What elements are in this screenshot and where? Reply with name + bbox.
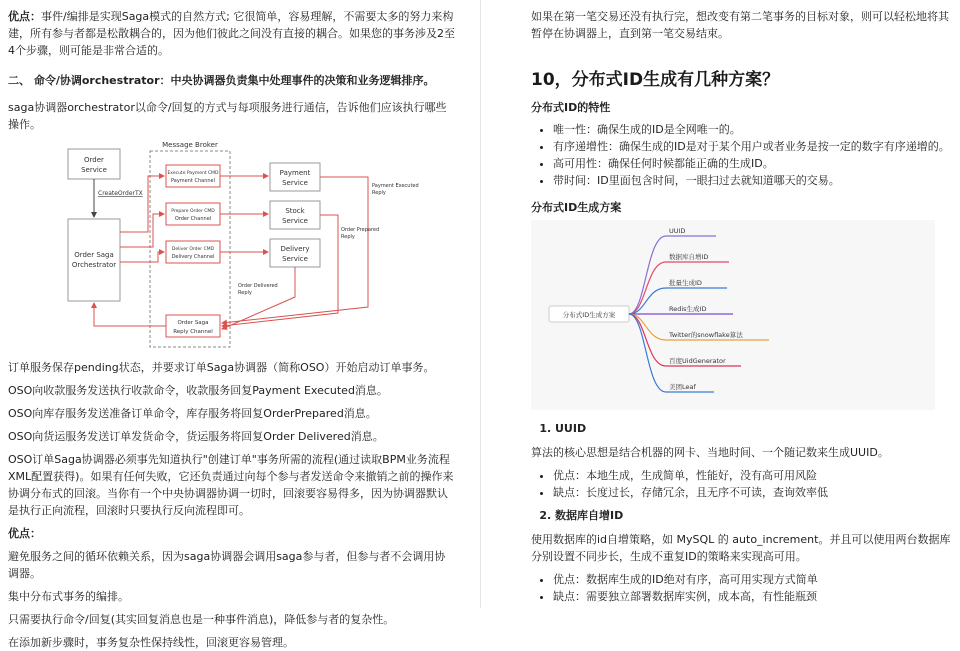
db-pros: • 优点：数据库生成的ID绝对有序，高可用实现方式简单 [553, 571, 952, 588]
mindmap-branch: Twitter的snowflake算法 [669, 331, 743, 339]
traits-list [531, 121, 952, 189]
payment-service-label-2: Service [282, 179, 308, 187]
orchestrator-intro: saga协调器orchestrator以命令/回复的方式与每项服务进行通信，告诉他们应该执行哪些操作。 [8, 101, 447, 131]
id-schemes-mindmap [531, 220, 935, 410]
order-service-label-2: Service [81, 166, 107, 174]
mindmap-branch: UUID [669, 227, 686, 235]
mindmap-branch: Redis生成ID [669, 305, 707, 313]
section-title: 10，分布式ID生成有几种方案？ [531, 70, 780, 90]
pro-1: 避免服务之间的循环依赖关系，因为saga协调器会调用saga参与者，但参与者不会调用协调器。 [8, 550, 446, 580]
advantages-label: 优点： [8, 10, 41, 23]
schemes-title: 分布式ID生成方案 [531, 201, 622, 214]
pro-2: 集中分布式事务的编排。 [8, 590, 129, 603]
uuid-proscons [531, 467, 952, 501]
delivery-service-label-2: Service [282, 255, 308, 263]
order-prepared-reply-2: Reply [341, 234, 355, 240]
message-broker-title: Message Broker [162, 141, 218, 149]
db-heading-list [531, 507, 952, 525]
mindmap-branch: 百度UidGenerator [669, 357, 726, 365]
mindmap-branch: 批量生成ID [669, 279, 702, 287]
reply-channel-label-2: Reply Channel [173, 329, 213, 335]
trait-item: • 唯一性：确保生成的ID是全网唯一的。 [553, 121, 952, 138]
orchestrator-xml-paragraph: OSO订单Saga协调器必须事先知道执行"创建订单"事务所需的流程(通过读取BPM业务流程XML配置获得)。如果有任何失败，它还负责通过向每个参与者发送命令来撤销之前的操作来协调分布式的回滚。当你有一个中央协调器协调一切时，回滚要容易得多，因为协调器默认是执行正向流程，回滚时只要执行反向流程即可。 [8, 453, 454, 517]
left-column [0, 0, 470, 649]
trait-item: • 高可用性：确保任何时候都能正确的生成ID。 [553, 155, 952, 172]
order-service-label-1: Order [84, 156, 104, 164]
uuid-heading-list [531, 420, 952, 438]
orchestrator-label-1: Order Saga [74, 251, 114, 259]
pro-3: 只需要执行命令/回复(其实回复消息也是一种事件消息)，降低参与者的复杂性。 [8, 613, 395, 626]
trait-item: • 有序递增性：确保生成的ID是对于某个用户或者业务是按一定的数字有序递增的。 [553, 138, 952, 155]
section2-heading: 二、 命令/协调orchestrator：中央协调器负责集中处理事件的决策和业务逻辑排序。 [8, 74, 435, 87]
db-desc: 使用数据库的id自增策略，如 MySQL 的 auto_increment。并且可以使用两台数据库分别设置不同步长，生成不重复ID的策略来实现高可用。 [531, 533, 951, 563]
uuid-heading: 1. UUID [555, 420, 952, 438]
payment-executed-reply-2: Reply [372, 190, 386, 196]
advantages-text: 事件/编排是实现Saga模式的自然方式; 它很简单，容易理解，不需要太多的努力来构建，所有参与者都是松散耦合的，因为他们彼此之间没有直接的耦合。如果您的事务涉及2至4个步骤，则可能是非常合适的。 [8, 10, 455, 57]
pros-label: 优点： [8, 527, 41, 540]
create-order-tx-label: CreateOrderTX [98, 190, 143, 197]
uuid-desc: 算法的核心思想是结合机器的网卡、当地时间、一个随记数来生成UUID。 [531, 446, 889, 459]
delivery-service-label-1: Delivery [280, 245, 310, 253]
traits-title: 分布式ID的特性 [531, 101, 611, 114]
channel1-label-2: Payment Channel [170, 178, 216, 184]
db-cons: • 缺点：需要独立部署数据库实例，成本高，有性能瓶颈 [553, 588, 952, 605]
uuid-pros: • 优点：本地生成，生成简单，性能好，没有高可用风险 [553, 467, 952, 484]
step-1: 订单服务保存pending状态，并要求订单Saga协调器（简称OSO）开始启动订单事务。 [8, 361, 435, 374]
channel2-label-1: Prepare Order CMD [171, 209, 215, 214]
payment-service-label-1: Payment [279, 169, 311, 177]
db-heading: 2. 数据库自增ID [555, 507, 952, 525]
step-2: OSO向收款服务发送执行收款命令，收款服务回复Payment Executed消息。 [8, 384, 388, 397]
orchestrator-label-2: Orchestrator [71, 261, 117, 269]
order-delivered-reply-1: Order Delivered [238, 283, 278, 289]
mindmap-branch: 美团Leaf [669, 383, 696, 391]
channel2-label-2: Order Channel [174, 216, 212, 222]
db-proscons [531, 571, 952, 605]
advantages-paragraph [8, 8, 456, 59]
right-column [481, 0, 960, 608]
uuid-cons: • 缺点：长度过长，存储冗余，且无序不可读，查询效率低 [553, 484, 952, 501]
payment-executed-reply-1: Payment Executed [372, 183, 419, 189]
saga-orchestrator-diagram [8, 137, 456, 355]
channel3-label-2: Delivery Channel [171, 254, 215, 260]
order-prepared-reply-1: Order Prepared [341, 227, 380, 233]
channel1-label-1: Execute Payment CMD [167, 171, 219, 176]
channel3-label-1: Deliver Order CMD [171, 247, 215, 252]
step-3: OSO向库存服务发送准备订单命令，库存服务将回复OrderPrepared消息。 [8, 407, 377, 420]
step-4: OSO向货运服务发送订单发货命令，货运服务将回复Order Delivered消息。 [8, 430, 384, 443]
stock-service-label-1: Stock [285, 207, 305, 215]
pro-4: 在添加新步骤时，事务复杂性保持线性，回滚更容易管理。 [8, 636, 294, 649]
order-delivered-reply-2: Reply [238, 290, 252, 296]
pause-paragraph: 如果在第一笔交易还没有执行完，想改变有第二笔事务的目标对象，则可以轻松地将其暂停在协调器上，直到第一笔交易结束。 [531, 10, 949, 40]
mindmap-center: 分布式ID生成方案 [562, 311, 616, 319]
mindmap-branch: 数据库自增ID [669, 253, 709, 261]
trait-item: • 带时间：ID里面包含时间，一眼扫过去就知道哪天的交易。 [553, 172, 952, 189]
stock-service-label-2: Service [282, 217, 308, 225]
reply-channel-label-1: Order Saga [177, 320, 209, 326]
